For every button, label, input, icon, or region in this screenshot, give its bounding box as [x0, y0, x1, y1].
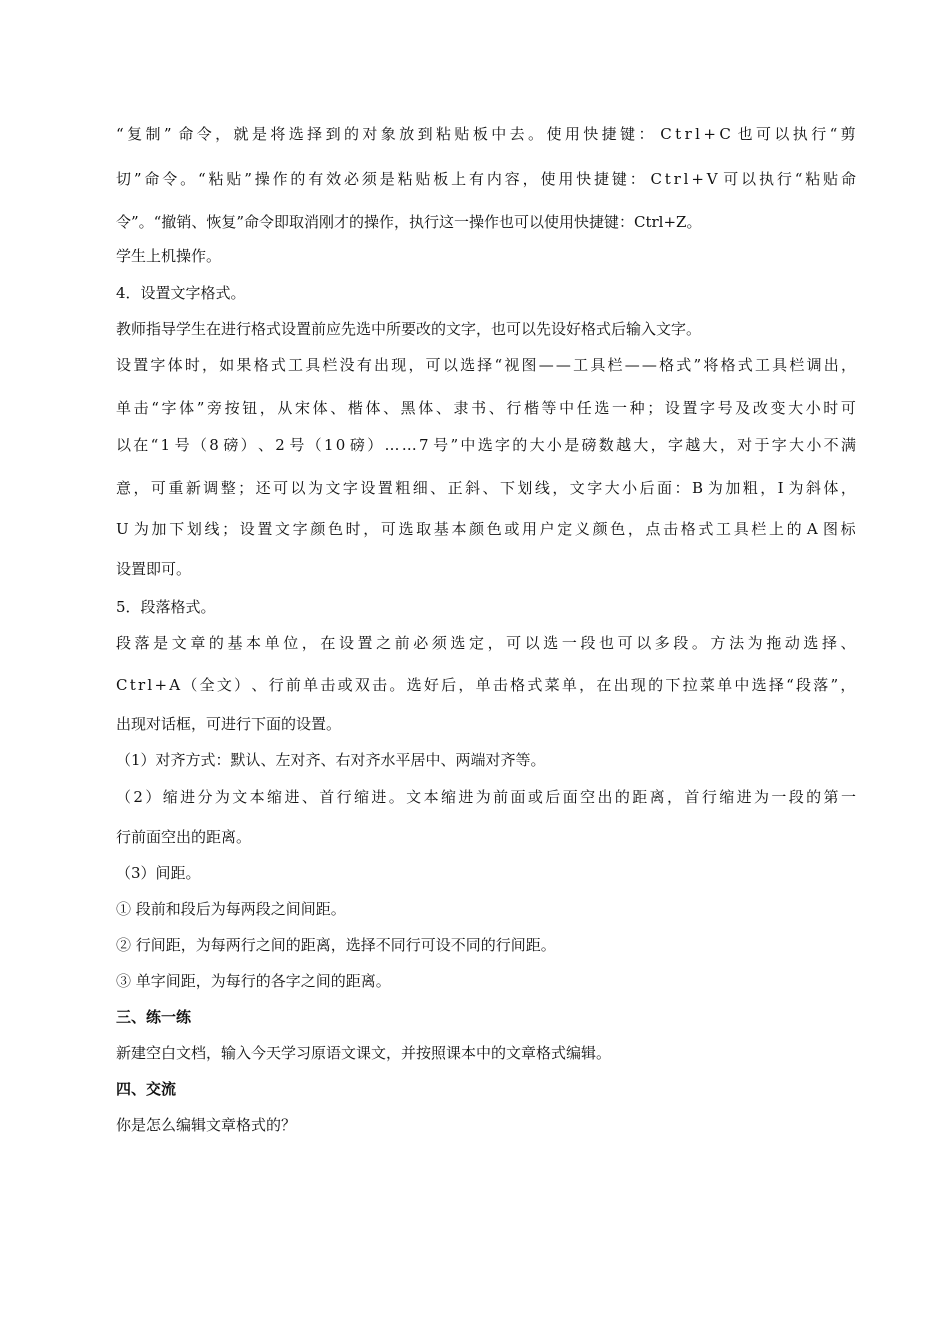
paragraph-line: C t r l + A （ 全 文 ） 、 行 前 单 击 或 双 击 。 选 好 后 ， 单 击 格 式 菜 单 ， 在 出 现 的 下 拉 菜 单 中 选 择 “ 段 落 ” ， — [116, 676, 856, 694]
list-item: ③ 单字间距，为每行的各字之间的距离。 — [116, 972, 391, 990]
paragraph-line: 设 置 字 体 时 ， 如 果 格 式 工 具 栏 没 有 出 现 ， 可 以 选 择 “ 视 图 — — 工 具 栏 — — 格 式 ” 将 格 式 工 具 栏 调 出 ， — [116, 356, 856, 374]
paragraph-line: 切 ” 命 令 。 “ 粘 贴 ” 操 作 的 有 效 必 须 是 粘 贴 板 上 有 内 容 ， 使 用 快 捷 键 ： C t r l + V 可 以 执 行 “ 粘 贴 命 — [116, 170, 856, 188]
paragraph-line: 段 落 是 文 章 的 基 本 单 位 ， 在 设 置 之 前 必 须 选 定 ， 可 以 选 一 段 也 可 以 多 段 。 方 法 为 拖 动 选 择 、 — [116, 634, 856, 652]
list-item: ① 段前和段后为每两段之间间距。 — [116, 900, 346, 918]
paragraph-line: 以 在 “ 1 号 （ 8 磅 ） 、 2 号 （ 1 0 磅 ） … … 7 号 ” 中 选 字 的 大 小 是 磅 数 越 大 ， 字 越 大 ， 对 于 字 大 小 不 满 — [116, 436, 856, 454]
paragraph-line: U 为 加 下 划 线 ； 设 置 文 字 颜 色 时 ， 可 选 取 基 本 颜 色 或 用 户 定 义 颜 色 ， 点 击 格 式 工 具 栏 上 的 A 图 标 — [116, 520, 856, 538]
paragraph-line: 出现对话框，可进行下面的设置。 — [116, 715, 342, 733]
section-heading-exchange: 四、交流 — [116, 1080, 177, 1098]
paragraph-line: 你是怎么编辑文章格式的？ — [116, 1116, 297, 1134]
paragraph-line: “ 复 制 ” 命 令 ， 就 是 将 选 择 到 的 对 象 放 到 粘 贴 板 中 去 。 使 用 快 捷 键 ： C t r l + C 也 可 以 执 行 “ 剪 — [116, 125, 856, 143]
paragraph-line: 新建空白文档，输入今天学习原语文课文，并按照课本中的文章格式编辑。 — [116, 1044, 612, 1062]
section-heading-practice: 三、练一练 — [116, 1008, 192, 1026]
list-item: （3）间距。 — [116, 864, 201, 882]
paragraph-line: 教师指导学生在进行格式设置前应先选中所要改的文字，也可以先设好格式后输入文字。 — [116, 320, 702, 338]
paragraph-line: 意 ， 可 重 新 调 整 ； 还 可 以 为 文 字 设 置 粗 细 、 正 斜 、 下 划 线 ， 文 字 大 小 后 面 ： B 为 加 粗 ， I 为 斜 体 ， — [116, 479, 856, 497]
list-item: ② 行间距，为每两行之间的距离，选择不同行可设不同的行间距。 — [116, 936, 556, 954]
list-item: （ 2 ） 缩 进 分 为 文 本 缩 进 、 首 行 缩 进 。 文 本 缩 进 为 前 面 或 后 面 空 出 的 距 离 ， 首 行 缩 进 为 一 段 的 第 一 — [116, 788, 856, 806]
paragraph-line: 令”。“撤销、恢复”命令即取消刚才的操作，执行这一操作也可以使用快捷键：Ctrl+Z。 — [116, 213, 702, 231]
list-item-continuation: 行前面空出的距离。 — [116, 828, 252, 846]
paragraph-line: 单 击 “ 字 体 ” 旁 按 钮 ， 从 宋 体 、 楷 体 、 黑 体 、 隶 书 、 行 楷 等 中 任 选 一 种 ； 设 置 字 号 及 改 变 大 小 时 可 — [116, 399, 856, 417]
list-item: （1）对齐方式：默认、左对齐、右对齐水平居中、两端对齐等。 — [116, 751, 546, 769]
paragraph-line: 设置即可。 — [116, 560, 192, 578]
section-heading: 4．设置文字格式。 — [116, 284, 246, 302]
paragraph-line: 学生上机操作。 — [116, 247, 222, 265]
section-heading: 5．段落格式。 — [116, 598, 216, 616]
